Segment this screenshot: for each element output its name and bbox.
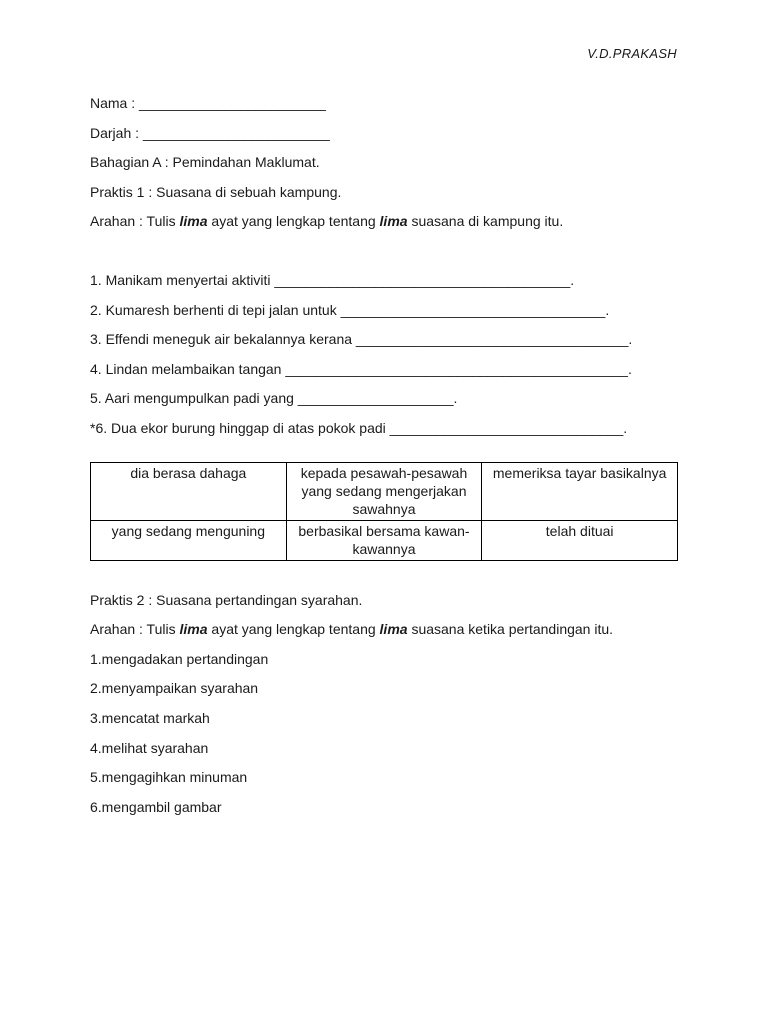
- table-row: [91, 462, 678, 520]
- table-cell: dia berasa dahaga: [91, 462, 287, 520]
- praktis2-item: 3.mencatat markah: [90, 709, 210, 726]
- praktis1-item: 1. Manikam menyertai aktiviti ______________________________________.: [90, 271, 575, 288]
- author-name: V.D.PRAKASH: [587, 46, 677, 61]
- answer-choices-table: [90, 462, 678, 561]
- table-row: [91, 520, 678, 560]
- section-title: Bahagian A : Pemindahan Maklumat.: [90, 154, 320, 171]
- praktis2-item: 2.menyampaikan syarahan: [90, 680, 259, 697]
- table-cell: kepada pesawah-pesawah yang sedang mengerjakan sawahnya: [286, 462, 482, 520]
- table-cell: memeriksa tayar basikalnya: [482, 462, 678, 520]
- instruction-text: ayat yang lengkap tentang: [207, 213, 380, 230]
- praktis2-item: 1.mengadakan pertandingan: [90, 650, 269, 667]
- class-field-line: Darjah : ________________________: [90, 124, 330, 141]
- instruction-text: Arahan : Tulis: [90, 213, 180, 230]
- praktis1-instruction: [90, 212, 680, 242]
- instruction-text: ayat yang lengkap tentang: [207, 621, 380, 638]
- instruction-text: suasana di kampung itu.: [407, 213, 564, 230]
- spacer: [90, 242, 680, 271]
- instruction-emphasis: lima: [179, 621, 208, 638]
- instruction-text: suasana ketika pertandingan itu.: [407, 621, 614, 638]
- instruction-emphasis: lima: [179, 213, 208, 230]
- praktis2-instruction: [90, 620, 680, 650]
- praktis1-item: 5. Aari mengumpulkan padi yang ____________________.: [90, 390, 458, 407]
- praktis2-title: Praktis 2 : Suasana pertandingan syarahan.: [90, 591, 363, 608]
- instruction-emphasis: lima: [379, 213, 408, 230]
- table-cell: yang sedang menguning: [91, 520, 287, 560]
- table-cell: berbasikal bersama kawan-kawannya: [286, 520, 482, 560]
- praktis2-item: 4.melihat syarahan: [90, 739, 209, 756]
- praktis1-item: 4. Lindan melambaikan tangan ____________________________________________.: [90, 360, 632, 377]
- praktis1-item: 3. Effendi meneguk air bekalannya kerana ___________________________________.: [90, 331, 633, 348]
- instruction-emphasis: lima: [379, 621, 408, 638]
- praktis2-item: 5.mengagihkan minuman: [90, 769, 248, 786]
- praktis1-title: Praktis 1 : Suasana di sebuah kampung.: [90, 183, 342, 200]
- instruction-text: Arahan : Tulis: [90, 621, 180, 638]
- name-field-line: Nama : ________________________: [90, 95, 326, 111]
- worksheet-body: [90, 94, 680, 827]
- table-cell: telah dituai: [482, 520, 678, 560]
- spacer: [90, 449, 680, 462]
- spacer: [90, 561, 680, 591]
- praktis1-item: *6. Dua ekor burung hinggap di atas pokok padi ______________________________.: [90, 419, 628, 436]
- praktis1-item: 2. Kumaresh berhenti di tepi jalan untuk __________________________________.: [90, 301, 610, 318]
- praktis2-item: 6.mengambil gambar: [90, 798, 222, 815]
